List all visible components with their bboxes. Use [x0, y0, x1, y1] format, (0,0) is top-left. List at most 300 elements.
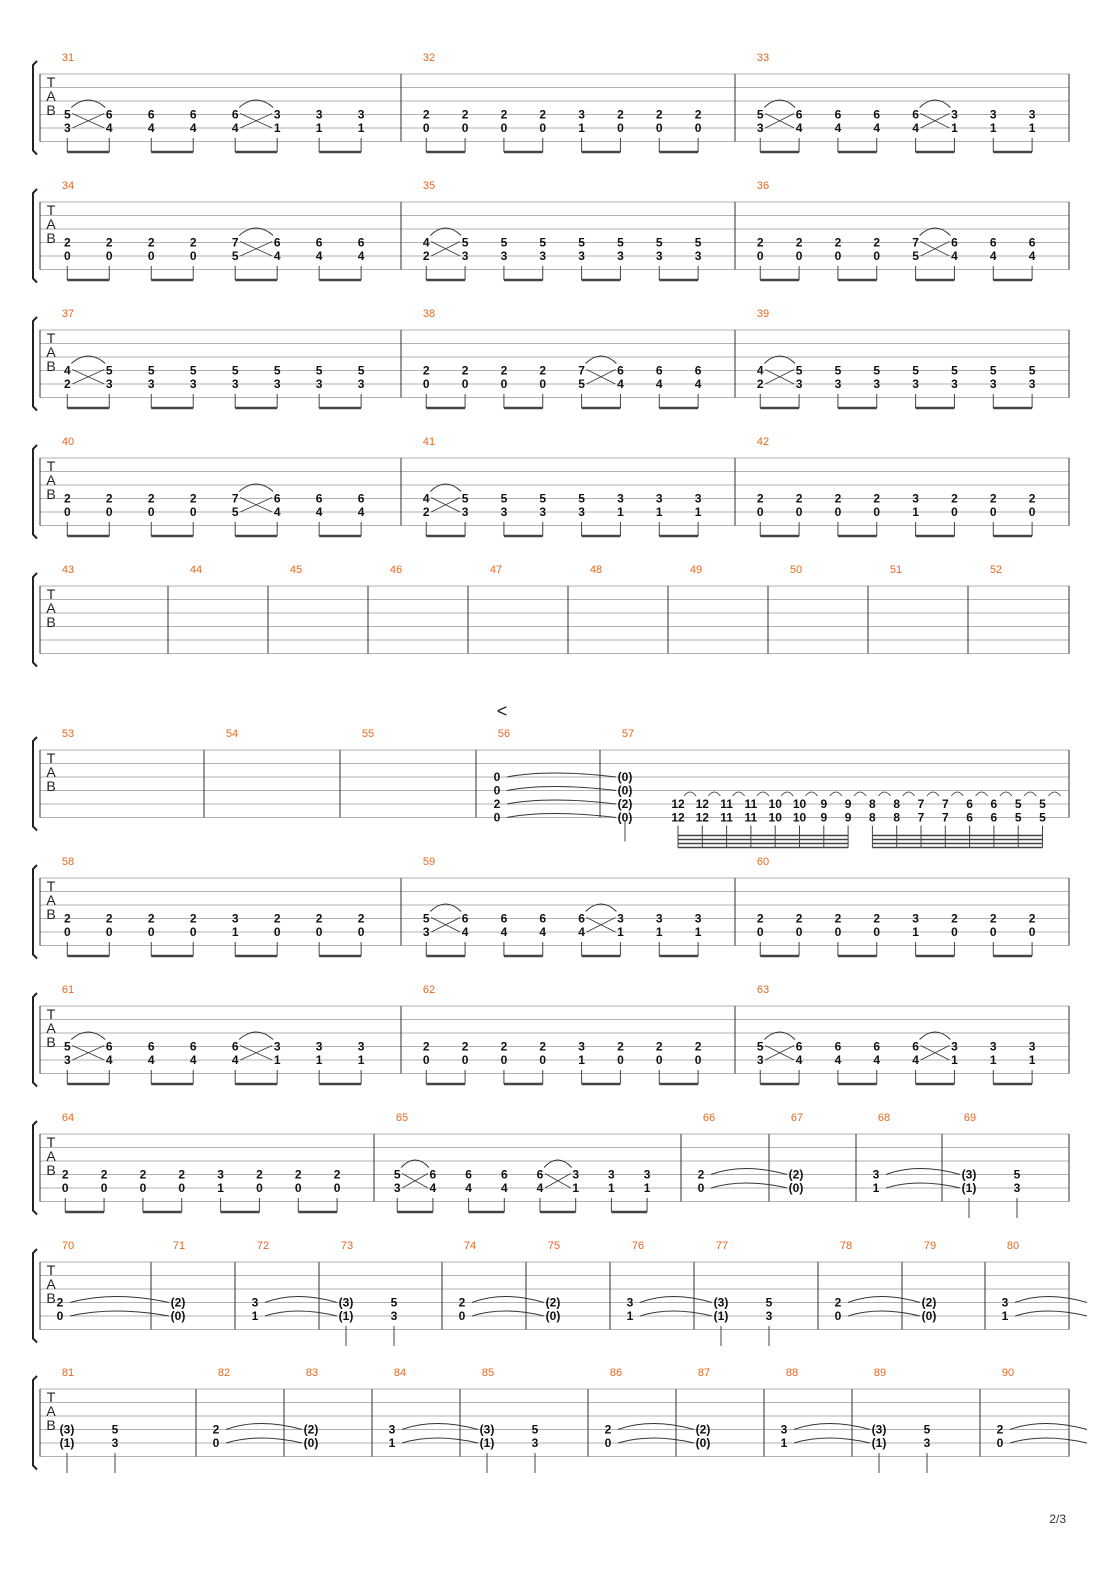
fret-number: 2 [694, 107, 702, 122]
fret-number: 4 [1028, 249, 1036, 263]
fret-number: 8 [893, 797, 901, 811]
tab-system [33, 984, 1069, 1087]
fret-number: 4 [912, 121, 919, 135]
fret-number: 0 [604, 1436, 612, 1450]
tie [794, 1424, 870, 1430]
fret-number: 2 [63, 377, 71, 391]
fret-number: 4 [231, 121, 239, 135]
slur [976, 792, 988, 796]
fret-number: 3 [694, 911, 702, 926]
fret-number: 2 [795, 491, 803, 506]
fret-number: 5 [912, 363, 919, 378]
measure-67 [789, 1112, 804, 1195]
fret-number: 2 [996, 1422, 1004, 1437]
fret-number: 4 [795, 121, 803, 135]
fret-number: 0 [1028, 925, 1036, 939]
fret-number: 3 [617, 911, 624, 926]
fret-number: 6 [231, 107, 239, 122]
fret-number: 3 [531, 1436, 539, 1450]
measure-number: 86 [609, 1367, 623, 1379]
fret-number: 1 [655, 925, 663, 939]
measure-number: 45 [289, 564, 303, 576]
measure-37 [62, 308, 365, 408]
fret-number: 2 [461, 107, 469, 122]
fret-number: (2) [545, 1295, 561, 1310]
measure-number: 66 [702, 1112, 716, 1124]
tie [711, 1169, 787, 1175]
fret-number: 0 [461, 1053, 469, 1067]
tie [794, 1438, 870, 1443]
fret-number: 1 [655, 505, 663, 519]
fret-number: 1 [989, 121, 997, 135]
fret-number: 1 [780, 1436, 788, 1450]
fret-number: 6 [500, 911, 508, 926]
fret-number: 4 [500, 1181, 508, 1195]
fret-number: 6 [873, 107, 881, 122]
fret-number: 6 [105, 1039, 113, 1054]
fret-number: 1 [626, 1309, 634, 1323]
fret-number: 0 [500, 1053, 508, 1067]
measure-75 [546, 1240, 561, 1323]
fret-number: 5 [1014, 810, 1022, 825]
fret-number: 3 [694, 249, 702, 263]
fret-number: 4 [357, 505, 365, 519]
fret-number: 2 [147, 235, 155, 250]
fret-number: 0 [461, 377, 469, 391]
fret-number: 0 [989, 925, 997, 939]
fret-number: 2 [105, 911, 113, 926]
tie [1010, 1424, 1087, 1430]
tie [886, 1169, 960, 1175]
measure-70 [57, 1240, 169, 1323]
fret-number: 3 [834, 377, 842, 391]
measure-89 [872, 1367, 931, 1473]
fret-number: 2 [756, 491, 764, 506]
fret-number: 0 [458, 1309, 466, 1323]
fret-number: 7 [917, 797, 925, 811]
fret-number: 9 [820, 810, 828, 825]
fret-number: 0 [189, 505, 197, 519]
measure-number: 83 [305, 1367, 319, 1379]
measure-number: 36 [756, 180, 770, 192]
fret-number: 2 [422, 1039, 430, 1054]
fret-number: 6 [147, 1039, 155, 1054]
fret-number: (3) [338, 1295, 354, 1310]
fret-number: 11 [744, 810, 758, 825]
system-bracket [33, 1249, 37, 1343]
fret-number: 5 [231, 249, 239, 263]
fret-number: 1 [643, 1181, 651, 1195]
fret-number: 0 [655, 1053, 663, 1067]
fret-number: 3 [461, 505, 469, 519]
tab-letter: B [46, 614, 56, 630]
tab-letter: B [46, 358, 56, 374]
measure-number: 80 [1006, 1240, 1020, 1252]
tie [472, 1311, 544, 1316]
fret-number: 0 [178, 1181, 186, 1195]
fret-number: 1 [617, 505, 624, 519]
tab-letter: B [46, 1290, 56, 1306]
fret-number: 1 [578, 121, 585, 135]
system-bracket [33, 1376, 37, 1470]
fret-number: 12 [671, 797, 685, 811]
fret-number: 5 [500, 235, 508, 250]
fret-number: 2 [539, 1039, 547, 1054]
fret-number: 11 [720, 810, 733, 825]
fret-number: 10 [768, 810, 782, 825]
fret-number: 0 [834, 1309, 842, 1323]
fret-number: 2 [873, 235, 881, 250]
fret-number: 2 [139, 1167, 147, 1182]
fret-number: 6 [966, 797, 973, 811]
fret-number: 2 [189, 491, 197, 506]
measure-number: 52 [989, 564, 1003, 576]
measure-number: 78 [839, 1240, 853, 1252]
fret-number: 10 [792, 810, 807, 825]
fret-number: 6 [357, 491, 365, 506]
fret-number: 2 [604, 1422, 612, 1437]
measure-number: 77 [715, 1240, 729, 1252]
measure-73 [339, 1240, 398, 1346]
tab-letter: T [46, 1389, 56, 1405]
fret-number: 0 [100, 1181, 108, 1195]
fret-number: (3) [479, 1422, 495, 1437]
fret-number: 6 [912, 107, 919, 122]
fret-number: 6 [951, 235, 958, 250]
measure-number: 50 [789, 564, 803, 576]
fret-number: 5 [357, 363, 365, 378]
measure-45 [290, 564, 302, 576]
fret-number: (2) [788, 1167, 804, 1182]
fret-number: 8 [893, 810, 901, 825]
tab-letter: B [46, 1417, 56, 1433]
fret-number: 0 [539, 1053, 547, 1067]
fret-number: 4 [539, 925, 547, 939]
fret-number: 6 [429, 1167, 437, 1182]
measure-number: 44 [189, 564, 203, 576]
fret-number: 5 [147, 363, 155, 378]
fret-number: 6 [315, 235, 323, 250]
fret-number: 5 [795, 363, 803, 378]
measure-76 [627, 1240, 712, 1323]
fret-number: 2 [1028, 911, 1036, 926]
tab-letter: T [46, 1134, 56, 1150]
fret-number: 1 [315, 1053, 323, 1067]
measure-number: 82 [217, 1367, 231, 1379]
fret-number: 7 [941, 797, 949, 811]
fret-number: 0 [617, 121, 624, 135]
fret-number: 0 [756, 505, 764, 519]
measure-56 [494, 728, 616, 825]
measure-number: 48 [589, 564, 603, 576]
fret-number: 3 [912, 911, 919, 926]
fret-number: 0 [873, 249, 881, 263]
fret-number: 3 [912, 377, 919, 391]
measure-number: 56 [497, 728, 511, 740]
fret-number: 5 [1028, 363, 1036, 378]
fret-number: 7 [231, 235, 239, 250]
fret-number: 6 [189, 107, 197, 122]
fret-number: 0 [256, 1181, 263, 1195]
system-bracket [33, 317, 37, 411]
fret-number: 5 [500, 491, 508, 506]
measure-number: 72 [256, 1240, 270, 1252]
fret-number: 0 [147, 505, 155, 519]
measure-number: 41 [422, 436, 436, 448]
measure-number: 47 [489, 564, 503, 576]
fret-number: 1 [572, 1181, 580, 1195]
fret-number: 6 [357, 235, 365, 250]
fret-number: 0 [617, 1053, 624, 1067]
fret-number: 5 [578, 235, 585, 250]
fret-number: 5 [694, 235, 702, 250]
tie [226, 1424, 302, 1430]
fret-number: 0 [422, 377, 430, 391]
slur [733, 792, 745, 796]
tie [402, 1424, 478, 1430]
measure-number: 69 [963, 1112, 977, 1124]
measure-62 [423, 984, 702, 1084]
fret-number: 2 [756, 911, 764, 926]
fret-number: (0) [170, 1309, 186, 1323]
tab-system [33, 436, 1069, 539]
fret-number: 0 [795, 249, 803, 263]
fret-number: 5 [539, 491, 547, 506]
measure-number: 60 [756, 856, 770, 868]
fret-number: 6 [536, 1167, 544, 1182]
fret-number: 3 [63, 1053, 71, 1067]
fret-number: 3 [578, 249, 585, 263]
fret-number: 0 [63, 505, 71, 519]
fret-number: 6 [105, 107, 113, 122]
fret-number: 0 [422, 121, 430, 135]
fret-number: (3) [713, 1295, 729, 1310]
fret-number: 2 [655, 107, 663, 122]
measure-number: 71 [172, 1240, 186, 1252]
fret-number: 2 [63, 911, 71, 926]
fret-number: 2 [493, 797, 501, 811]
measure-77 [714, 1240, 773, 1346]
fret-number: 2 [189, 911, 197, 926]
fret-number: 0 [873, 505, 881, 519]
measure-number: 65 [395, 1112, 409, 1124]
tab-letter: A [46, 344, 56, 360]
tab-system [33, 1112, 1069, 1218]
fret-number: 4 [465, 1181, 472, 1195]
measure-58 [62, 856, 365, 956]
tie [402, 1438, 478, 1443]
fret-number: (1) [713, 1309, 729, 1323]
fret-number: 5 [231, 505, 239, 519]
fret-number: (0) [788, 1181, 804, 1195]
measure-84 [389, 1367, 478, 1450]
tie [226, 1438, 302, 1443]
fret-number: 2 [422, 249, 430, 263]
tie [70, 1311, 169, 1316]
fret-number: 3 [539, 505, 547, 519]
tab-letter: A [46, 1276, 56, 1292]
tab-system [33, 564, 1069, 667]
measure-38 [423, 308, 702, 408]
tie [848, 1297, 920, 1303]
tab-letter: A [46, 600, 56, 616]
fret-number: 0 [873, 925, 881, 939]
fret-number: 4 [315, 249, 323, 263]
fret-number: 5 [834, 363, 842, 378]
measure-55 [362, 728, 374, 740]
fret-number: 6 [966, 810, 973, 825]
fret-number: 1 [217, 1181, 224, 1195]
fret-number: 5 [1014, 797, 1022, 811]
fret-number: 3 [795, 377, 803, 391]
fret-number: 3 [694, 491, 702, 506]
measure-number: 58 [61, 856, 75, 868]
fret-number: 3 [617, 491, 624, 506]
fret-number: 2 [617, 107, 624, 122]
fret-number: 6 [990, 810, 998, 825]
fret-number: (2) [921, 1295, 937, 1310]
fret-number: 4 [536, 1181, 544, 1195]
fret-number: 4 [989, 249, 997, 263]
fret-number: 3 [756, 1053, 764, 1067]
fret-number: 3 [500, 249, 508, 263]
fret-number: 0 [147, 925, 155, 939]
fret-number: 6 [273, 235, 281, 250]
fret-number: 5 [655, 235, 663, 250]
slur [903, 792, 915, 796]
fret-number: 3 [105, 377, 113, 391]
fret-number: 3 [989, 107, 997, 122]
fret-number: 3 [951, 1039, 958, 1054]
fret-number: 5 [105, 363, 113, 378]
measure-72 [252, 1240, 337, 1323]
fret-number: 3 [539, 249, 547, 263]
fret-number: 3 [1013, 1181, 1021, 1195]
tie [886, 1183, 960, 1188]
fret-number: 11 [720, 797, 733, 811]
fret-number: 4 [617, 377, 624, 391]
measure-number: 74 [463, 1240, 477, 1252]
fret-number: 5 [756, 107, 764, 122]
fret-number: 2 [256, 1167, 263, 1182]
fret-number: 12 [671, 810, 685, 825]
fret-number: (1) [338, 1309, 354, 1323]
tab-system [33, 1367, 1087, 1473]
measure-35 [423, 180, 702, 280]
fret-number: 6 [989, 235, 997, 250]
fret-number: 1 [1028, 1053, 1036, 1067]
slur [1024, 792, 1036, 796]
fret-number: 6 [873, 1039, 881, 1054]
slur [854, 792, 866, 796]
tab-letter: A [46, 216, 56, 232]
measure-46 [390, 564, 402, 576]
fret-number: 3 [273, 107, 281, 122]
fret-number: 4 [357, 249, 365, 263]
fret-number: 3 [231, 377, 239, 391]
fret-number: 4 [461, 925, 469, 939]
fret-number: 2 [539, 107, 547, 122]
fret-number: 7 [941, 810, 949, 825]
fret-number: 0 [539, 377, 547, 391]
fret-number: 6 [617, 363, 624, 378]
fret-number: 2 [951, 491, 958, 506]
system-bracket [33, 993, 37, 1087]
measure-71 [171, 1240, 186, 1323]
tab-letter: B [46, 1034, 56, 1050]
fret-number: 5 [1039, 810, 1046, 825]
fret-number: 3 [655, 911, 663, 926]
fret-number: (2) [617, 797, 633, 811]
slur [951, 792, 963, 796]
fret-number: 0 [834, 249, 842, 263]
fret-number: 5 [63, 1039, 71, 1054]
measure-number: 89 [873, 1367, 887, 1379]
fret-number: 6 [795, 1039, 803, 1054]
measure-number: 64 [61, 1112, 75, 1124]
fret-number: 2 [873, 491, 881, 506]
measure-number: 85 [481, 1367, 495, 1379]
fret-number: 4 [756, 363, 764, 378]
fret-number: 1 [989, 1053, 997, 1067]
fret-number: 1 [388, 1436, 396, 1450]
slur [781, 792, 793, 796]
fret-number: 6 [465, 1167, 472, 1182]
measure-number: 70 [61, 1240, 75, 1252]
fret-number: 3 [1028, 1039, 1036, 1054]
fret-number: 4 [147, 1053, 155, 1067]
fret-number: 2 [655, 1039, 663, 1054]
fret-number: 8 [869, 797, 876, 811]
tab-system [33, 52, 1069, 155]
fret-number: 9 [844, 797, 852, 811]
slur [708, 792, 720, 796]
measure-69 [962, 1112, 1021, 1218]
fret-number: 4 [422, 235, 430, 250]
system-bracket [33, 445, 37, 539]
system-bracket [33, 573, 37, 667]
tie [265, 1311, 337, 1316]
tab-letter: T [46, 1262, 56, 1278]
fret-number: 3 [422, 925, 430, 939]
fret-number: 2 [500, 107, 508, 122]
fret-number: 3 [617, 249, 624, 263]
fret-number: 2 [189, 235, 197, 250]
measure-number: 76 [631, 1240, 645, 1252]
fret-number: 6 [500, 1167, 508, 1182]
measure-number: 68 [877, 1112, 891, 1124]
measure-33 [757, 52, 1036, 152]
measure-57 [618, 728, 1061, 848]
fret-number: 2 [756, 377, 764, 391]
fret-number: 2 [56, 1295, 64, 1310]
tie [1015, 1311, 1087, 1316]
fret-number: 0 [655, 121, 663, 135]
measure-53 [62, 728, 74, 740]
fret-number: 3 [643, 1167, 651, 1182]
fret-number: 0 [147, 249, 155, 263]
fret-number: 2 [63, 491, 71, 506]
fret-number: 4 [231, 1053, 239, 1067]
measure-86 [605, 1367, 694, 1450]
system-bracket [33, 189, 37, 283]
fret-number: 2 [61, 1167, 69, 1182]
fret-number: (3) [59, 1422, 75, 1437]
fret-number: (1) [59, 1436, 75, 1450]
fret-number: 2 [1028, 491, 1036, 506]
fret-number: 3 [1028, 107, 1036, 122]
fret-number: 4 [951, 249, 958, 263]
